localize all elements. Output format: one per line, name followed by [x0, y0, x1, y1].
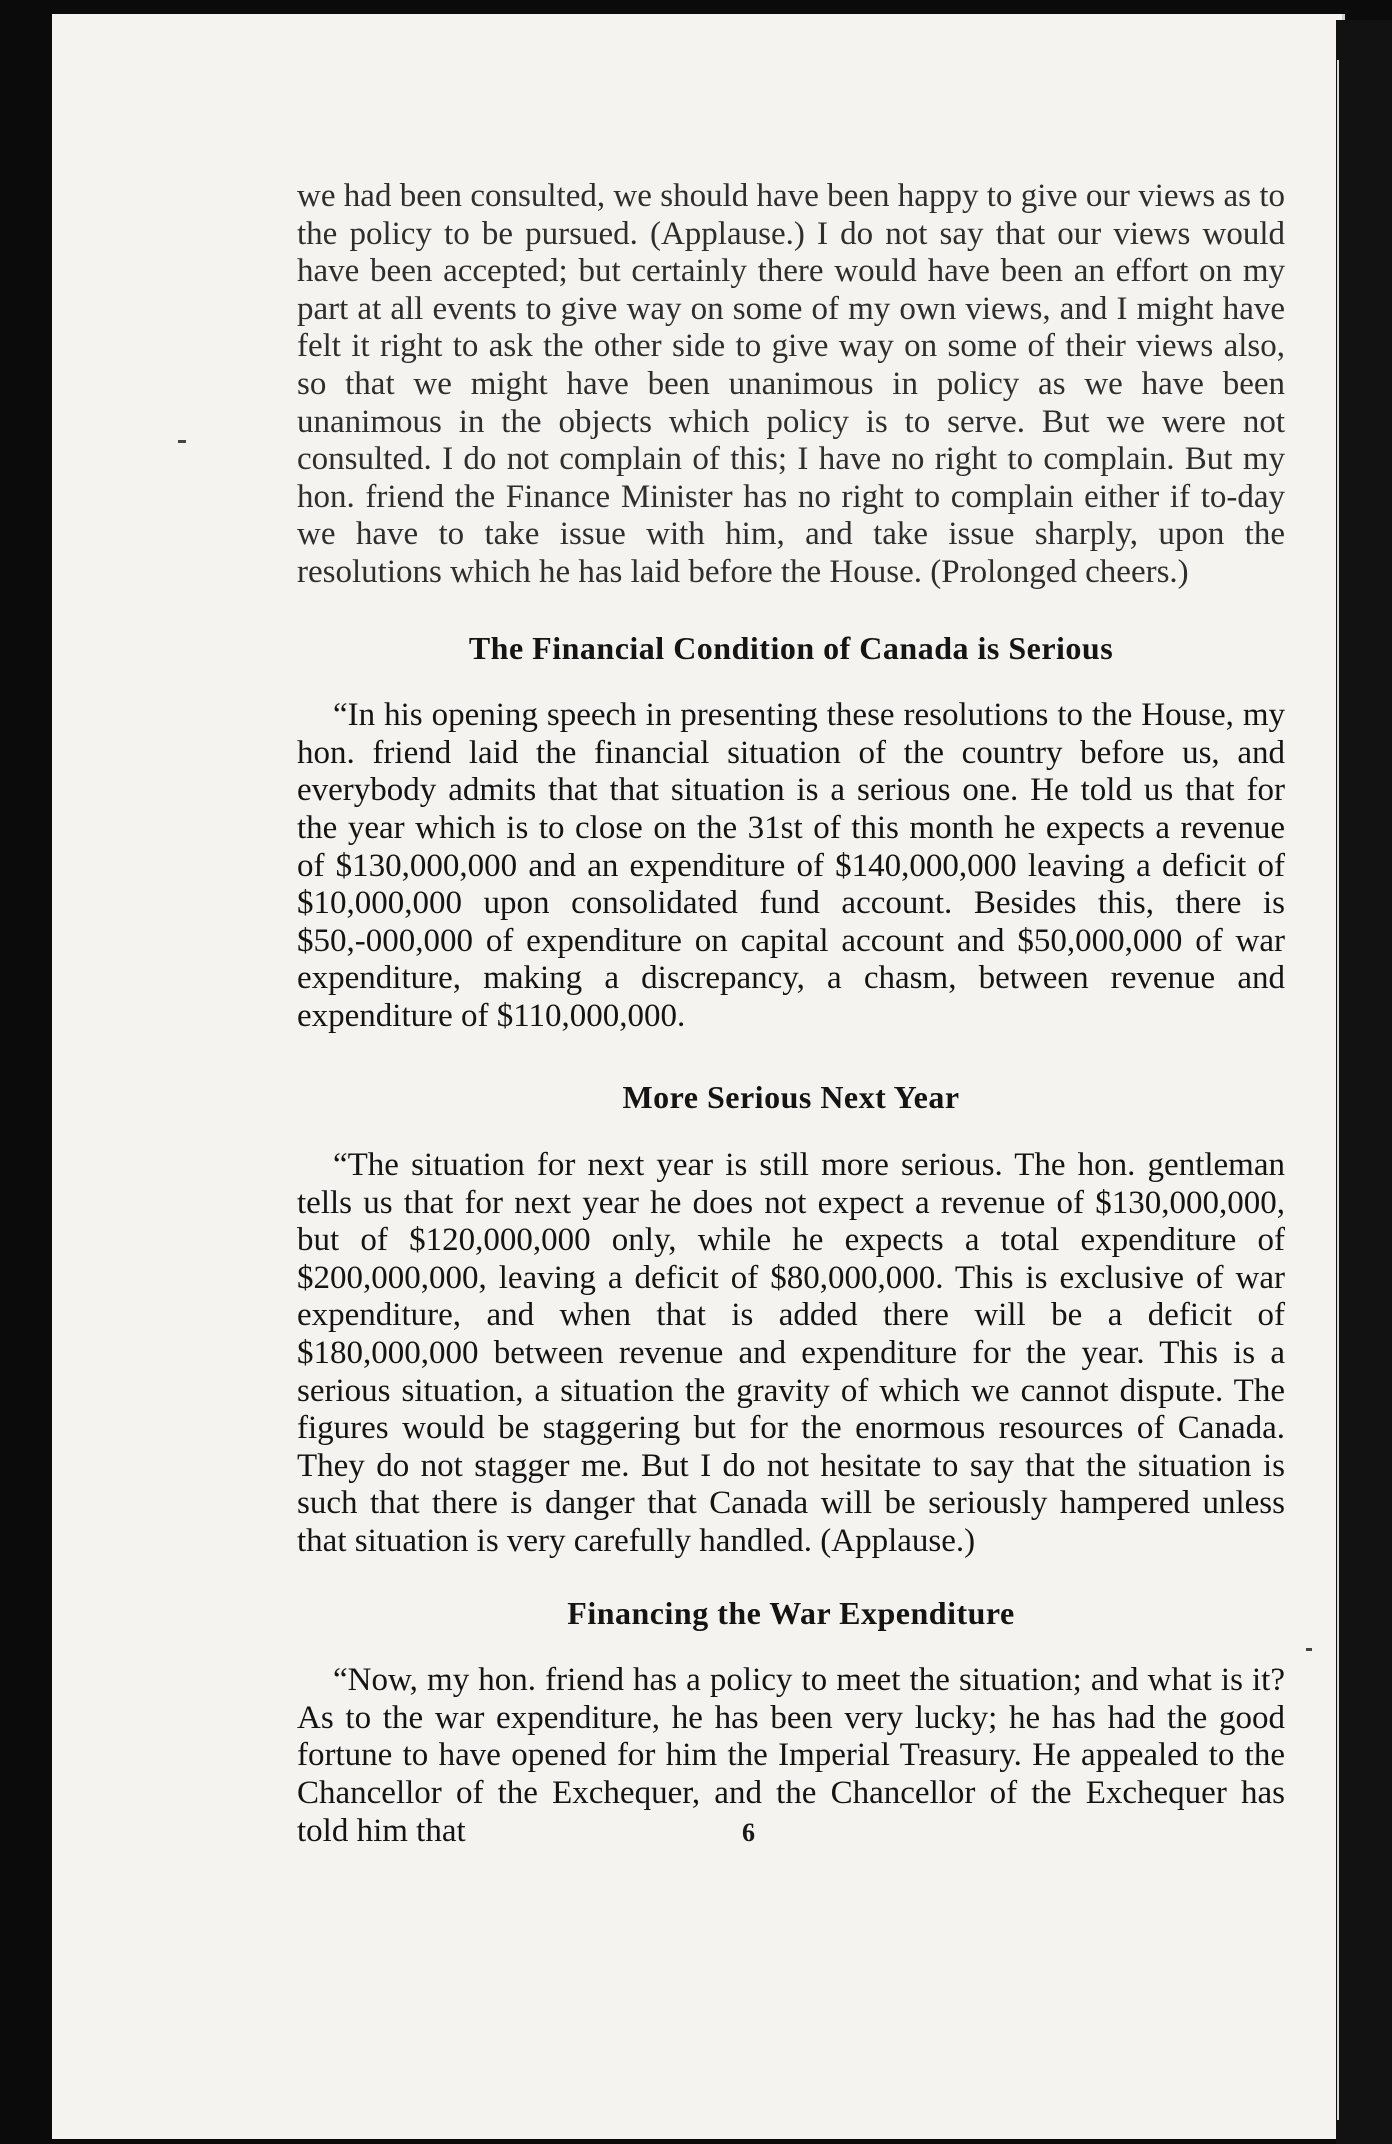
paragraph-4: “Now, my hon. friend has a policy to meet the situation; and what is it? As to the war expenditure, he has been very lucky; he has had the good fortune to have opened for him the Imperial Treasury. He appealed to the Chancellor of the Exchequer, and the Chancellor of the Exchequer has told him that [297, 1662, 1285, 1849]
page-number: 6 [742, 1818, 755, 1847]
paragraph-1: we had been consulted, we should have been happy to give our views as to the policy to be pursued. (Applause.) I do not say that our views would have been accepted; but certainly there would have been an effort on my part at all events to give way on some of my own views, and I might have felt it right to ask the other side to give way on some of their views also, so that we might have been unanimous in policy as we have been unanimous in the objects which policy is to serve. But we were not consulted. I do not complain of this; I have no right to complain. But my hon. friend the Finance Minister has no right to complain either if to-day we have to take issue with him, and take issue sharply, upon the resolutions which he has laid before the House. (Prolonged cheers.) [297, 178, 1285, 590]
document-body [297, 178, 1285, 1850]
heading-financial-condition: The Financial Condition of Canada is Serious [468, 629, 1114, 666]
heading-financing-war: Financing the War Expenditure [567, 1594, 1015, 1631]
scan-border [1336, 20, 1392, 2144]
paragraph-2: “In his opening speech in presenting these resolutions to the House, my hon. friend laid the financial situation of the country before us, and everybody admits that that situation is a serious one. He told us that for the year which is to close on the 31st of this month he expects a revenue of $130,000,000 and an expenditure of $140,000,000 leaving a deficit of $10,000,000 upon consolidated fund account. Besides this, there is $50,-000,000 of expenditure on capital account and $50,000,000 of war expenditure, making a discrepancy, a chasm, between revenue and expenditure of $110,000,000. [297, 697, 1285, 1034]
scan-speck [1306, 1648, 1312, 1651]
heading-more-serious: More Serious Next Year [622, 1079, 960, 1116]
scan-speck [178, 440, 186, 443]
paragraph-3: “The situation for next year is still more serious. The hon. gentleman tells us that for next year he does not expect a revenue of $130,000,000, but of $120,000,000 only, while he expects a total expenditure of $200,000,000, leaving a deficit of $80,000,000. This is exclusive of war expenditure, and when that is added there will be a deficit of $180,000,000 between revenue and expenditure for the year. This is a serious situation, a situation the gravity of which we cannot dispute. The figures would be staggering but for the enormous resources of Canada. They do not stagger me. But I do not hesitate to say that the situation is such that there is danger that Canada will be seriously hampered unless that situation is very carefully handled. (Applause.) [297, 1147, 1285, 1559]
